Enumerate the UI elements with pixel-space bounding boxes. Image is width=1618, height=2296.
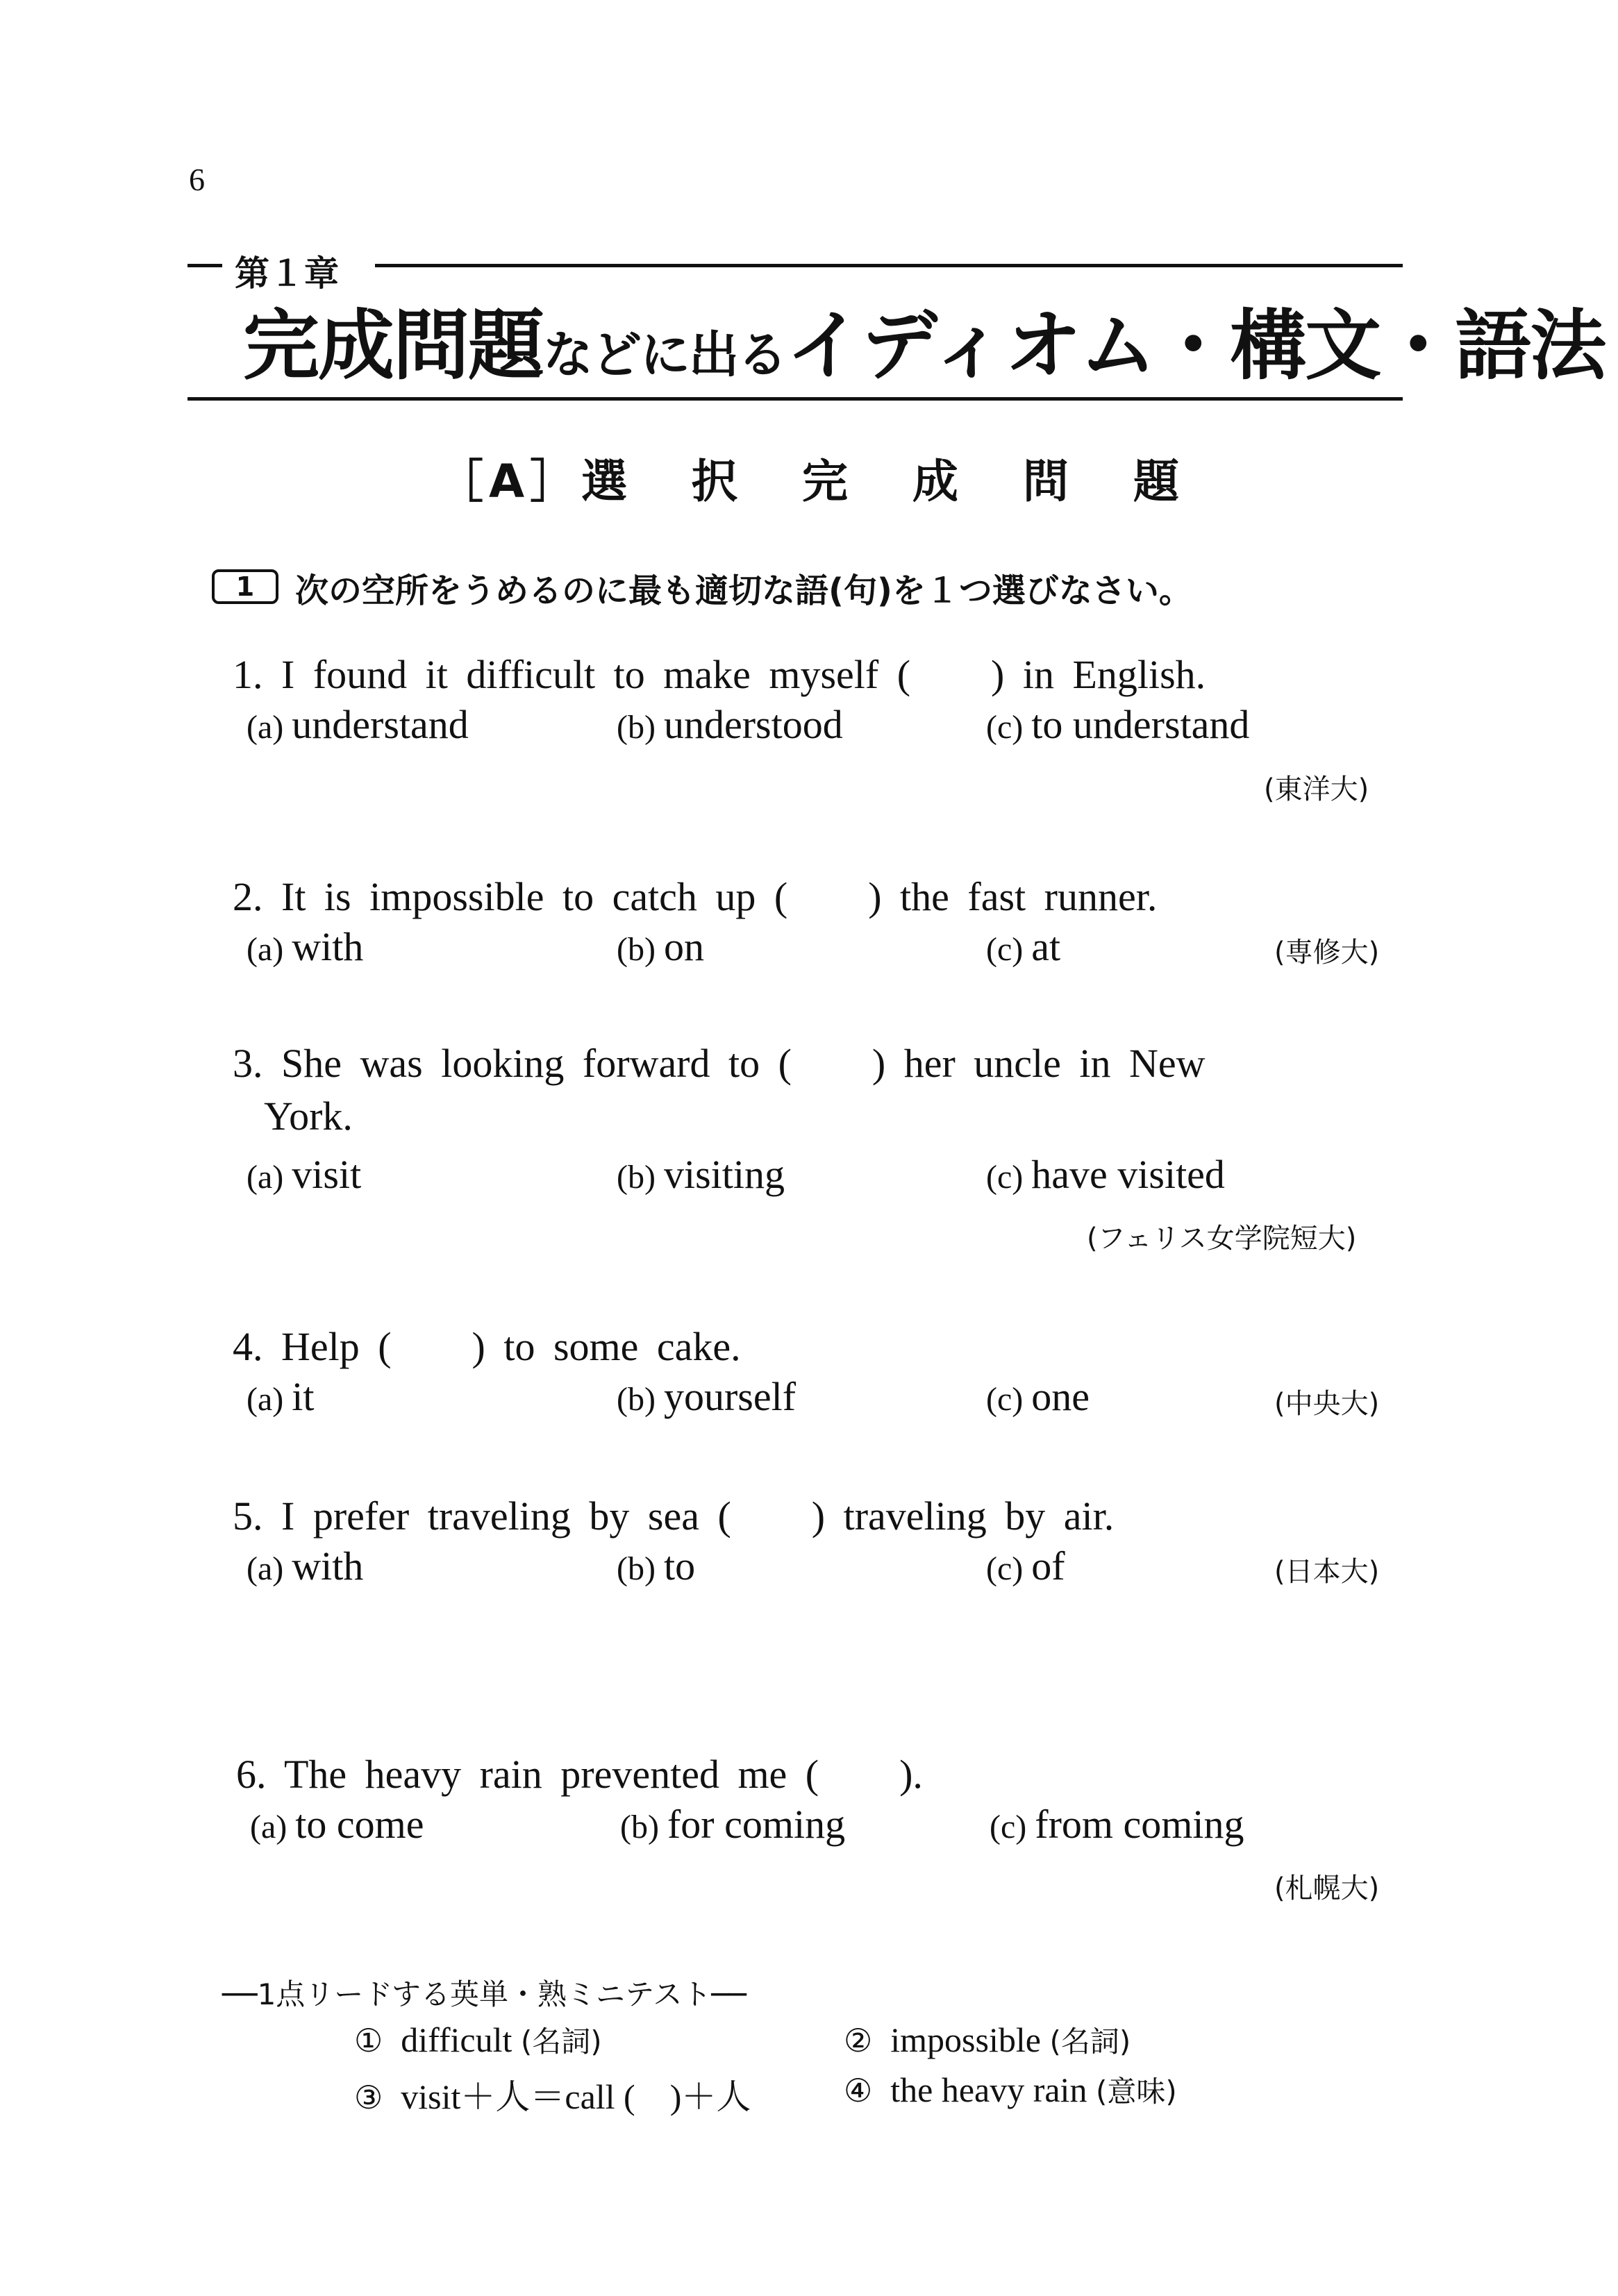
item-marker: ② (844, 2022, 873, 2059)
question-3-stem: 3. She was looking forward to ( ) her uncle in New (233, 1041, 1206, 1086)
question-5-option-c (986, 1543, 1065, 1589)
question-3-source: (フェリス女学院短大) (1087, 1223, 1357, 1255)
item-marker: ① (354, 2022, 383, 2059)
question-2-option-b (617, 923, 704, 970)
item-marker: ④ (844, 2072, 873, 2109)
option-text: it (292, 1374, 315, 1419)
chapter-rule-left (187, 264, 222, 267)
mini-test-item-4 (844, 2069, 1177, 2111)
option-label: (a) (247, 1550, 284, 1587)
option-text: one (1031, 1374, 1090, 1419)
option-label: (b) (617, 931, 656, 968)
question-3-option-c (986, 1151, 1225, 1198)
option-label: (c) (986, 931, 1024, 968)
option-text: with (292, 1543, 364, 1589)
question-4-source: (中央大) (1274, 1388, 1380, 1420)
option-label: (a) (247, 931, 284, 968)
question-4-option-a (247, 1373, 315, 1420)
question-4-stem: 4. Help ( ) to some cake. (233, 1324, 741, 1369)
item-text: the heavy rain (890, 2070, 1087, 2109)
option-label: (a) (247, 1159, 284, 1196)
question-2-option-c (986, 923, 1060, 970)
chapter-title-part3: イディオム・構文・語法 (786, 301, 1606, 390)
mini-test-item-2 (844, 2019, 1131, 2061)
chapter-title-part1: 完成問題 (243, 301, 543, 390)
option-text: from coming (1035, 1802, 1244, 1847)
item-text: visit＋人＝call ( )＋人 (401, 2077, 751, 2116)
option-label: (b) (620, 1809, 659, 1845)
chapter-rule-top (375, 264, 1403, 267)
question-5-stem: 5. I prefer traveling by sea ( ) traveling by air. (233, 1493, 1115, 1539)
question-6-option-c (990, 1801, 1244, 1847)
option-text: understand (292, 702, 469, 747)
mini-test-item-3 (354, 2069, 751, 2119)
question-5-option-a (247, 1543, 363, 1589)
item-note: (名詞) (1049, 2025, 1131, 2059)
question-1-stem: 1. I found it difficult to make myself ( ) in English. (233, 652, 1206, 697)
option-text: at (1031, 924, 1061, 969)
question-3-option-b (617, 1151, 785, 1198)
option-text: to come (295, 1802, 424, 1847)
option-text: with (292, 924, 364, 969)
option-text: have visited (1031, 1152, 1225, 1197)
option-label: (a) (247, 709, 284, 746)
option-text: on (663, 924, 704, 969)
option-label: (c) (986, 1159, 1024, 1196)
question-set-badge: 1 (212, 569, 278, 604)
option-label: (b) (617, 1381, 656, 1418)
item-text: difficult (401, 2020, 512, 2059)
question-1-option-a (247, 701, 469, 748)
option-label: (a) (250, 1809, 287, 1845)
item-text: impossible (890, 2020, 1041, 2059)
option-text: of (1031, 1543, 1065, 1589)
chapter-rule-bottom (187, 397, 1403, 401)
section-heading: ［A］選 択 完 成 問 題 (437, 455, 1185, 508)
question-6-option-a (250, 1801, 424, 1847)
question-6-source: (札幌大) (1274, 1872, 1380, 1904)
option-label: (b) (617, 709, 656, 746)
question-6-option-b (620, 1801, 845, 1847)
mini-test-item-1 (354, 2019, 602, 2061)
instruction-text: 次の空所をうめるのに最も適切な語(句)を１つ選びなさい。 (295, 571, 1192, 610)
item-note: (意味) (1095, 2075, 1177, 2109)
option-label: (c) (986, 1550, 1024, 1587)
question-4-option-b (617, 1373, 796, 1420)
chapter-title (243, 285, 1605, 394)
option-label: (c) (986, 1381, 1024, 1418)
question-2-stem: 2. It is impossible to catch up ( ) the fast runner. (233, 874, 1158, 919)
chapter-title-part2: などに出る (543, 326, 787, 384)
question-2-option-a (247, 923, 363, 970)
question-2-source: (専修大) (1274, 937, 1380, 969)
question-3-option-a (247, 1151, 361, 1198)
page-number: 6 (189, 162, 205, 197)
mini-test-title: ──1点リードする英単・熟ミニテスト── (222, 1977, 747, 2011)
option-text: to understand (1031, 702, 1250, 747)
question-1-source: (東洋大) (1264, 773, 1369, 805)
option-text: yourself (663, 1374, 797, 1419)
question-1-option-b (617, 701, 843, 748)
question-6-stem: 6. The heavy rain prevented me ( ). (236, 1752, 923, 1797)
question-4-option-c (986, 1373, 1090, 1420)
option-text: for coming (667, 1802, 846, 1847)
option-text: understood (663, 702, 843, 747)
question-1-option-c (986, 701, 1249, 748)
chapter-label: 第１章 (235, 253, 339, 294)
option-label: (c) (986, 709, 1024, 746)
option-label: (b) (617, 1550, 656, 1587)
item-marker: ③ (354, 2079, 383, 2116)
option-label: (b) (617, 1159, 656, 1196)
question-3-stem-continuation: York. (264, 1093, 353, 1139)
option-label: (a) (247, 1381, 284, 1418)
option-text: visiting (663, 1152, 785, 1197)
question-5-option-b (617, 1543, 695, 1589)
option-text: visit (292, 1152, 362, 1197)
option-label: (c) (990, 1809, 1027, 1845)
question-5-source: (日本大) (1274, 1556, 1380, 1588)
item-note: (名詞) (520, 2025, 602, 2059)
option-text: to (663, 1543, 696, 1589)
